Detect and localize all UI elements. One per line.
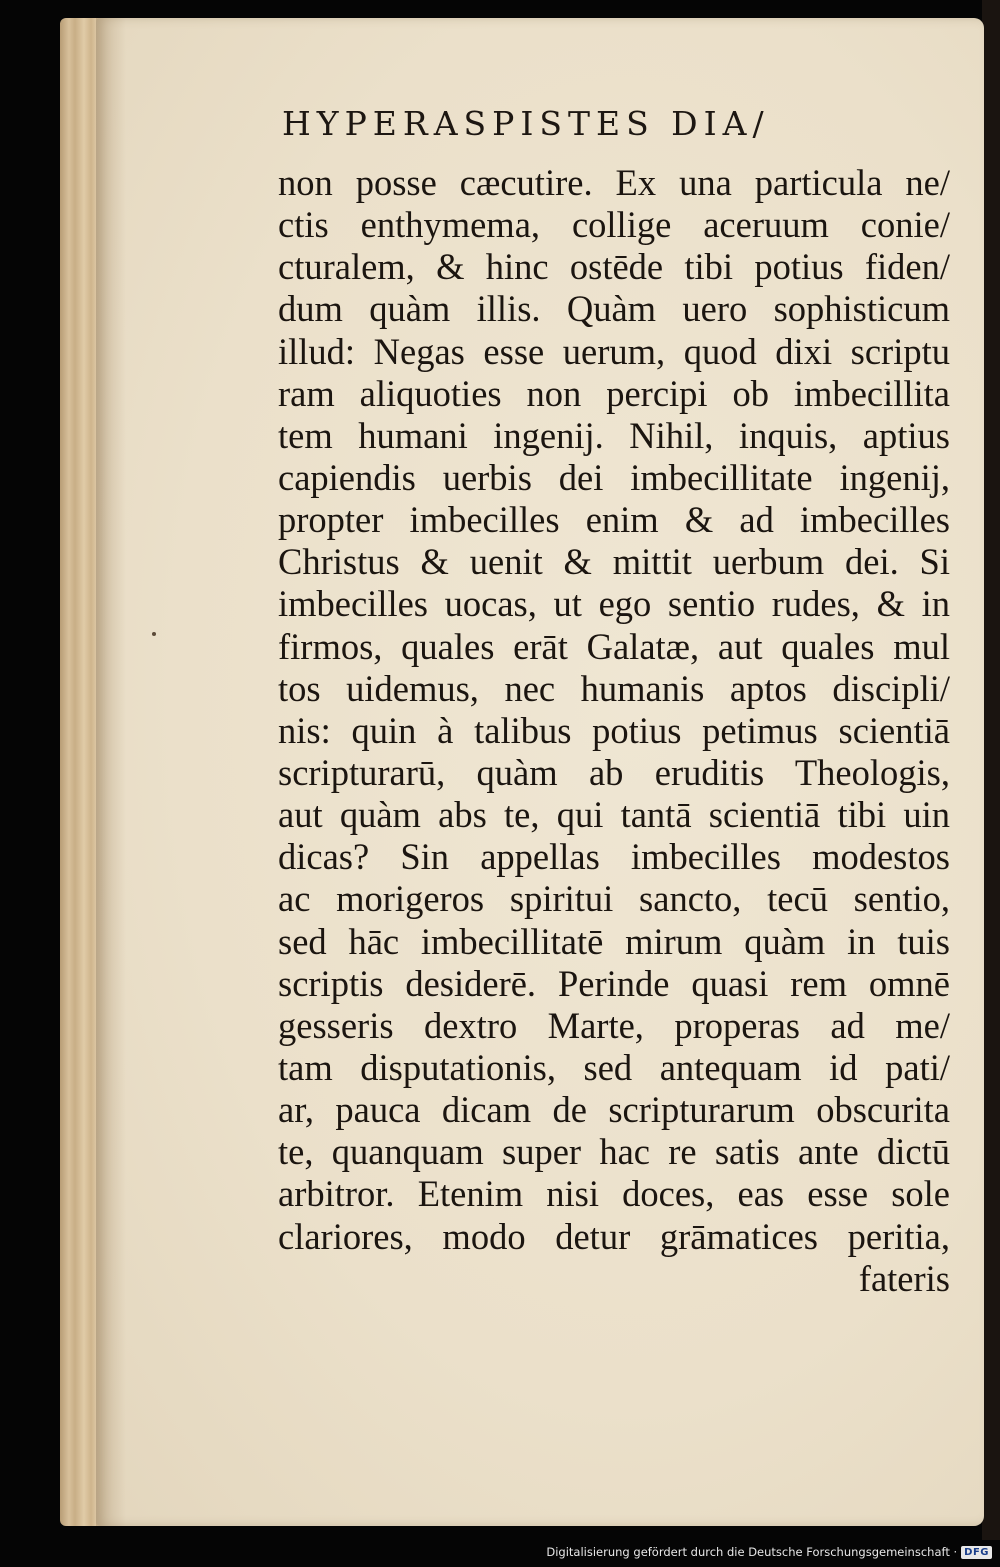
credit-text: Digitalisierung gefördert durch die Deutsche Forschungsgemeinschaft · (546, 1545, 958, 1559)
text-line: ctis enthymema, collige aceruum conie/ (278, 204, 950, 246)
catchword: fateris (858, 1257, 950, 1299)
text-line: te, quanquam super hac re satis ante dictū (278, 1131, 950, 1173)
text-line: cturalem, & hinc ostēde tibi potius fiden/ (278, 246, 950, 288)
text-line: non posse cæcutire. Ex una particula ne/ (278, 162, 950, 203)
text-line: Christus & uenit & mittit uerbum dei. Si (278, 541, 950, 583)
text-line: firmos, quales erāt Galatæ, aut quales mul (278, 625, 950, 667)
text-line: propter imbecilles enim & ad imbecilles (278, 499, 950, 541)
text-line: ar, pauca dicam de scripturarum obscurita (278, 1089, 950, 1131)
text-line: clariores, modo detur grāmatices peritia, (278, 1215, 950, 1257)
text-line: illud: Negas esse uerum, quod dixi scriptu (278, 330, 950, 372)
dfg-logo-icon: DFG (961, 1546, 992, 1559)
text-line: sed hāc imbecillitatē mirum quàm in tuis (278, 920, 950, 962)
text-line: imbecilles uocas, ut ego sentio rudes, & in (278, 583, 950, 625)
text-line: ac morigeros spiritui sancto, tecū sentio, (278, 878, 950, 920)
binding-shadow (96, 18, 126, 1526)
next-page-edge (982, 0, 1000, 1540)
text-line: gesseris dextro Marte, properas ad me/ (278, 1004, 950, 1046)
text-line: aut quàm abs te, qui tantā scientiā tibi uin (278, 794, 950, 836)
body-text (278, 162, 950, 1300)
text-line: nis: quin à talibus potius petimus scientiā (278, 709, 950, 751)
margin-dot (152, 632, 156, 636)
text-line: dicas? Sin appellas imbecilles modestos (278, 836, 950, 878)
text-line: arbitror. Etenim nisi doces, eas esse sole (278, 1173, 950, 1215)
text-line: scriptis desiderē. Perinde quasi rem omnē (278, 962, 950, 1004)
text-line: tem humani ingenij. Nihil, inquis, aptius (278, 414, 950, 456)
text-line: tam disputationis, sed antequam id pati/ (278, 1046, 950, 1088)
text-line: tos uidemus, nec humanis aptos discipli/ (278, 667, 950, 709)
digitization-credit (546, 1541, 992, 1563)
text-line: ram aliquoties non percipi ob imbecillita (278, 372, 950, 414)
text-line: dum quàm illis. Quàm uero sophisticum (278, 288, 950, 330)
text-line: capiendis uerbis dei imbecillitate ingenij, (278, 456, 950, 498)
running-head: HYPERASPISTES DIA/ (282, 104, 770, 143)
text-line: scripturarū, quàm ab eruditis Theologis, (278, 751, 950, 793)
